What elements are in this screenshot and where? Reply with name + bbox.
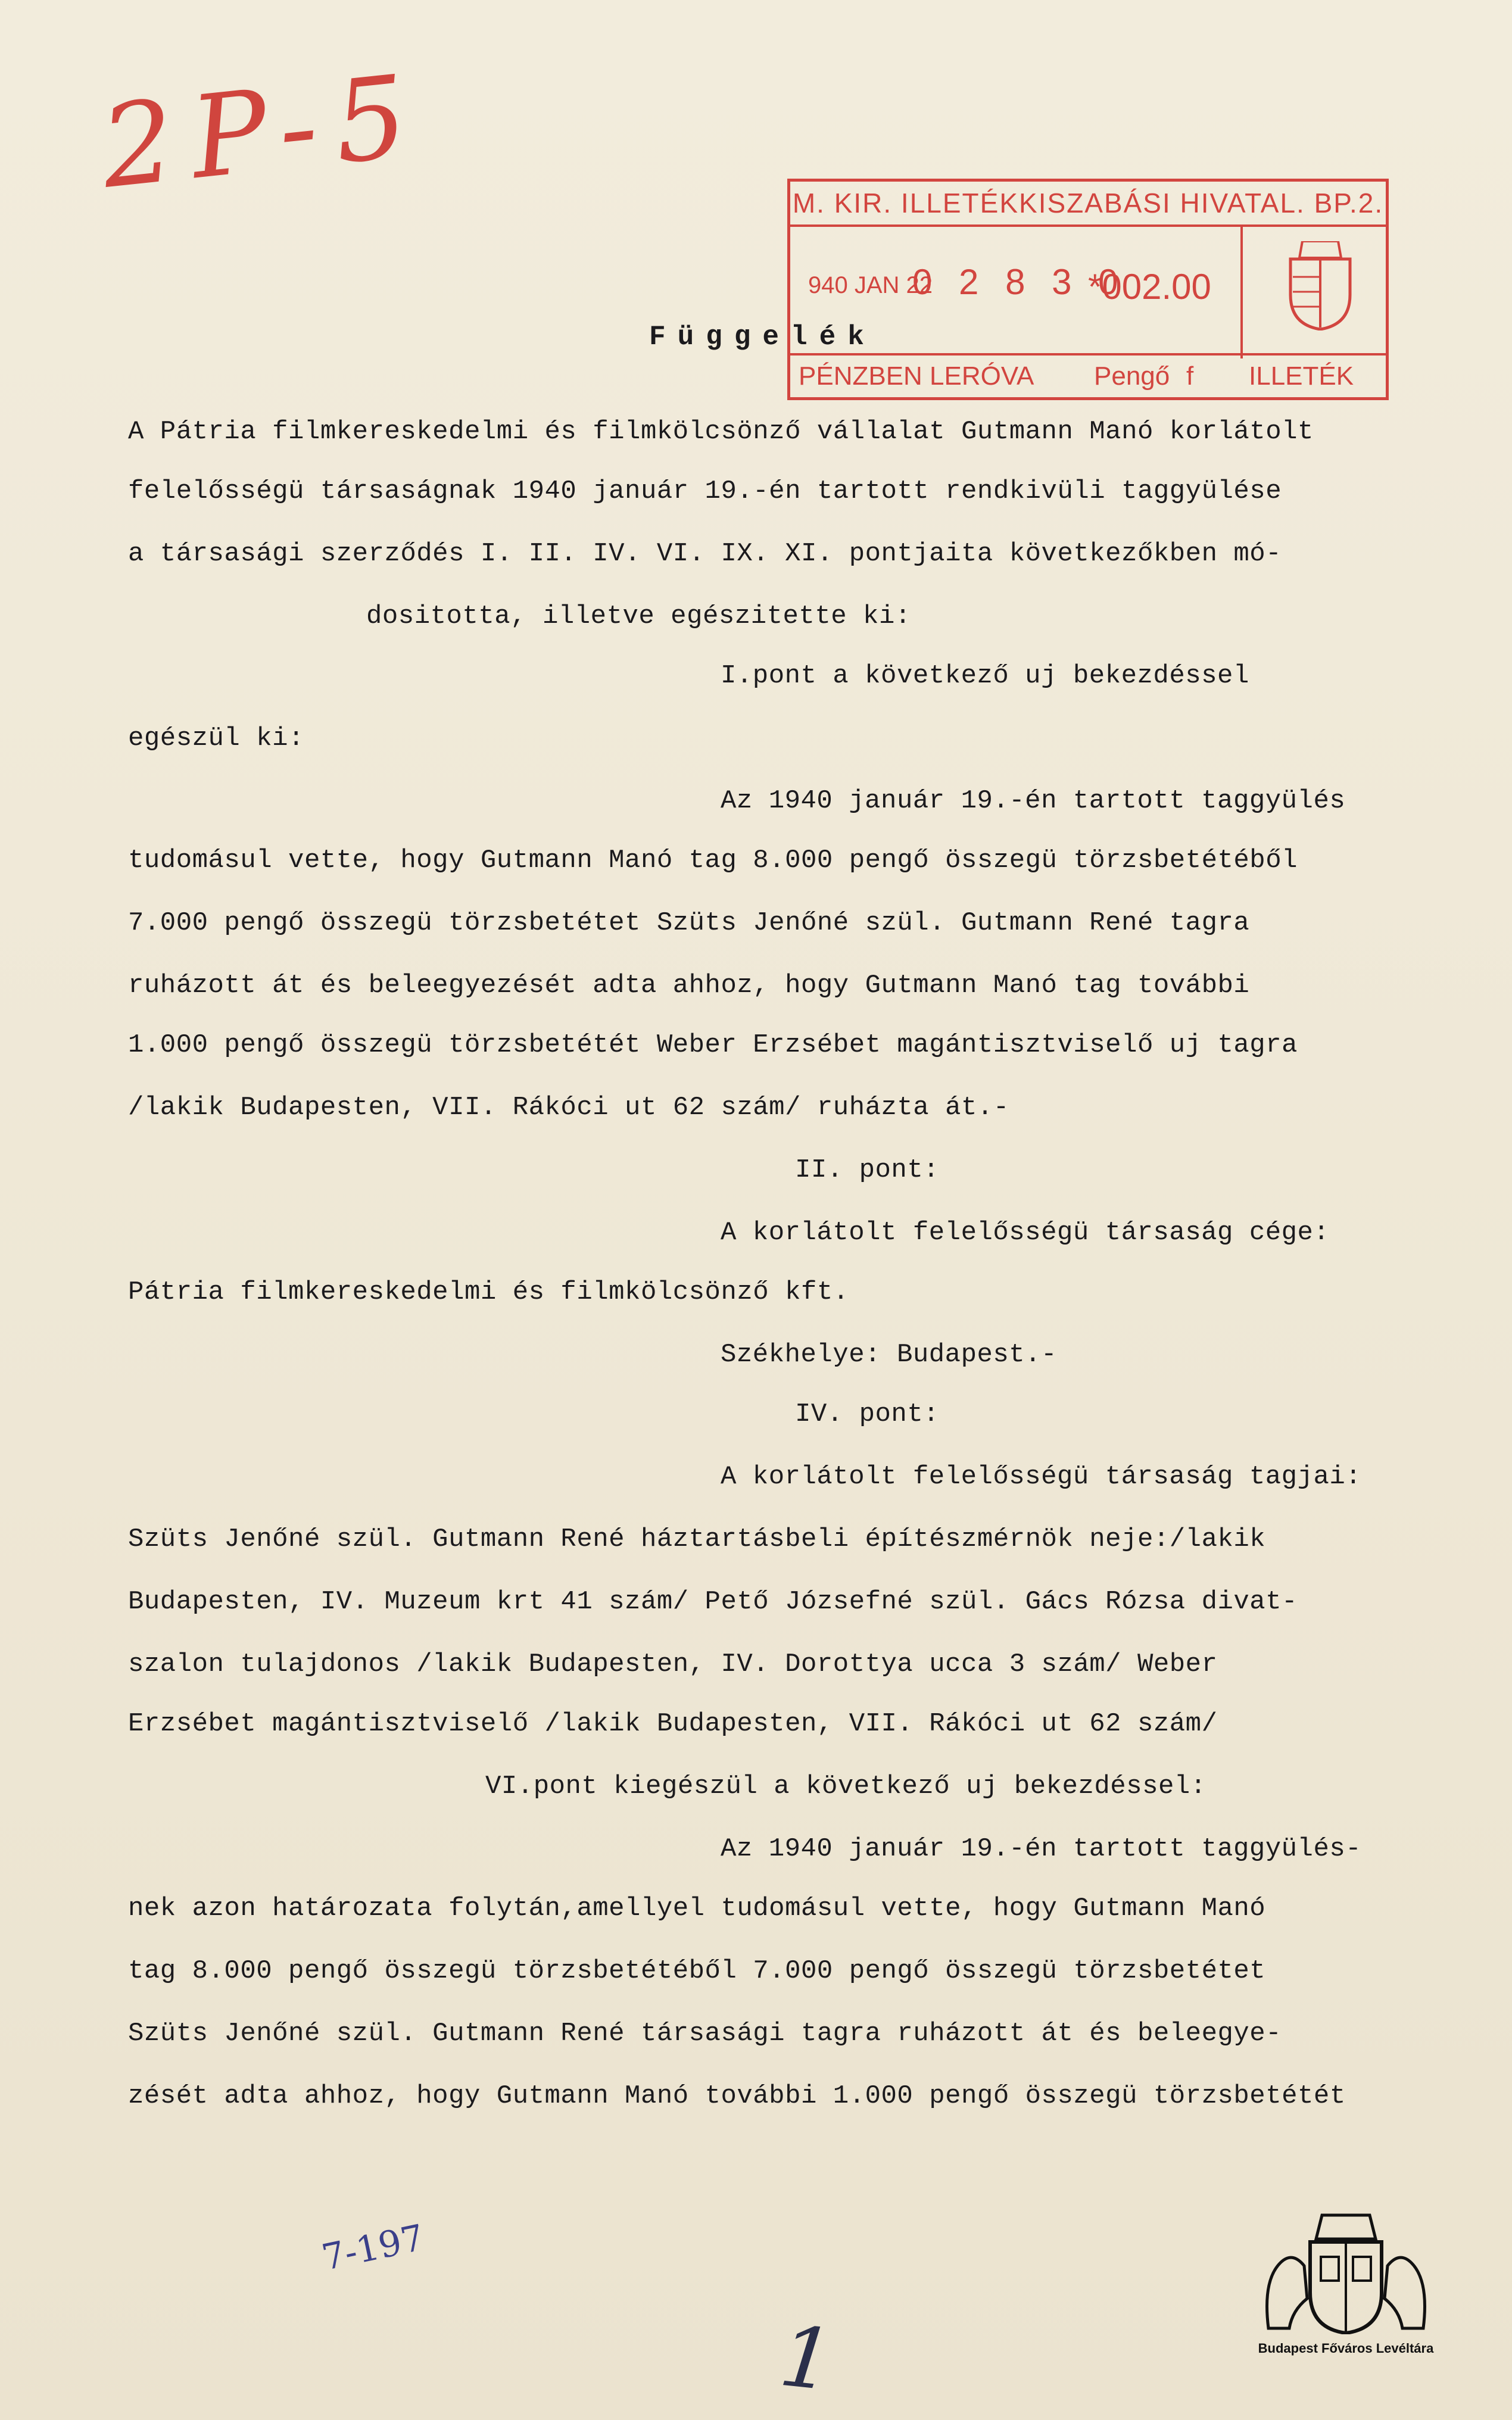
stamp-number: 0 2 8 3 0: [912, 262, 1127, 302]
handwritten-reference-mark: 2P-5: [95, 49, 431, 214]
text-line: zését adta ahhoz, hogy Gutmann Manó további 1.000 pengő összegü törzsbetétét: [128, 2081, 1346, 2111]
text-line: a társasági szerződés I. II. IV. VI. IX. XI. pontjaita következőkben mó-: [128, 539, 1282, 569]
text-line: Az 1940 január 19.-én tartott taggyülés: [721, 786, 1346, 816]
text-line: /lakik Budapesten, VII. Rákóci ut 62 szám/ ruházta át.-: [128, 1093, 1009, 1122]
text-line: tag 8.000 pengő összegü törzsbetétéből 7.000 pengő összegü törzsbetétet: [128, 1956, 1266, 1986]
text-line: VI.pont kiegészül a következő uj bekezdéssel:: [485, 1772, 1207, 1801]
stamp-f-label: f: [1186, 361, 1194, 391]
duty-stamp: [787, 179, 1389, 400]
text-line: A korlátolt felelősségü társaság tagjai:: [721, 1462, 1362, 1492]
archive-logo: [1248, 2209, 1444, 2356]
text-line: Pátria filmkereskedelmi és filmkölcsönző kft.: [128, 1277, 849, 1307]
text-line: nek azon határozata folytán,amellyel tudomásul vette, hogy Gutmann Manó: [128, 1894, 1266, 1923]
text-line: II. pont:: [795, 1155, 940, 1185]
stamp-paid-label: PÉNZBEN LERÓVA: [799, 361, 1034, 391]
text-line: dositotta, illetve egészitette ki:: [366, 601, 911, 631]
text-line: Az 1940 január 19.-én tartott taggyülés-: [721, 1834, 1362, 1864]
text-line: felelősségü társaságnak 1940 január 19.-én tartott rendkivüli taggyülése: [128, 476, 1282, 506]
stamp-currency-label: Pengő: [1094, 361, 1170, 391]
text-line: A Pátria filmkereskedelmi és filmkölcsönző vállalat Gutmann Manó korlátolt: [128, 417, 1314, 447]
city-coat-of-arms-icon: [1257, 2209, 1435, 2334]
text-line: Budapesten, IV. Muzeum krt 41 szám/ Pető Józsefné szül. Gács Rózsa divat-: [128, 1587, 1298, 1617]
pencil-annotation: 7-197: [318, 2216, 428, 2279]
text-line: A korlátolt felelősségü társaság cége:: [721, 1218, 1330, 1248]
document-title: Függelék: [649, 322, 876, 353]
stamp-illetek-label: ILLETÉK: [1249, 361, 1354, 391]
text-line: IV. pont:: [795, 1399, 940, 1429]
handwritten-page-number: 1: [775, 2307, 838, 2410]
archive-caption: Budapest Főváros Levéltára: [1258, 2341, 1434, 2356]
text-line: 1.000 pengő összegü törzsbetétét Weber Erzsébet magántisztviselő uj tagra: [128, 1030, 1298, 1060]
text-line: szalon tulajdonos /lakik Budapesten, IV. Dorottya ucca 3 szám/ Weber: [128, 1649, 1218, 1679]
text-line: egészül ki:: [128, 723, 304, 753]
text-line: 7.000 pengő összegü törzsbetétet Szüts Jenőné szül. Gutmann René tagra: [128, 908, 1250, 938]
stamp-office-name: M. KIR. ILLETÉKKISZABÁSI HIVATAL. BP.2.: [790, 182, 1386, 227]
stamp-bottom-row: [790, 353, 1386, 397]
text-line: ruházott át és beleegyezését adta ahhoz, hogy Gutmann Manó tag további: [128, 971, 1250, 1000]
text-line: tudomásul vette, hogy Gutmann Manó tag 8.000 pengő összegü törzsbetétéből: [128, 846, 1298, 875]
stamp-date: 940 JAN 22: [808, 272, 933, 298]
text-line: Szüts Jenőné szül. Gutmann René háztartásbeli építészmérnök neje:/lakik: [128, 1524, 1266, 1554]
text-line: Székhelye: Budapest.-: [721, 1340, 1057, 1370]
text-line: Szüts Jenőné szül. Gutmann René társasági tagra ruházott át és beleegye-: [128, 2019, 1282, 2048]
text-line: I.pont a következő uj bekezdéssel: [721, 661, 1249, 691]
stamp-amount: *002.00: [1088, 267, 1211, 307]
hungarian-crest-icon: [1285, 241, 1356, 330]
text-line: Erzsébet magántisztviselő /lakik Budapesten, VII. Rákóci ut 62 szám/: [128, 1709, 1218, 1739]
